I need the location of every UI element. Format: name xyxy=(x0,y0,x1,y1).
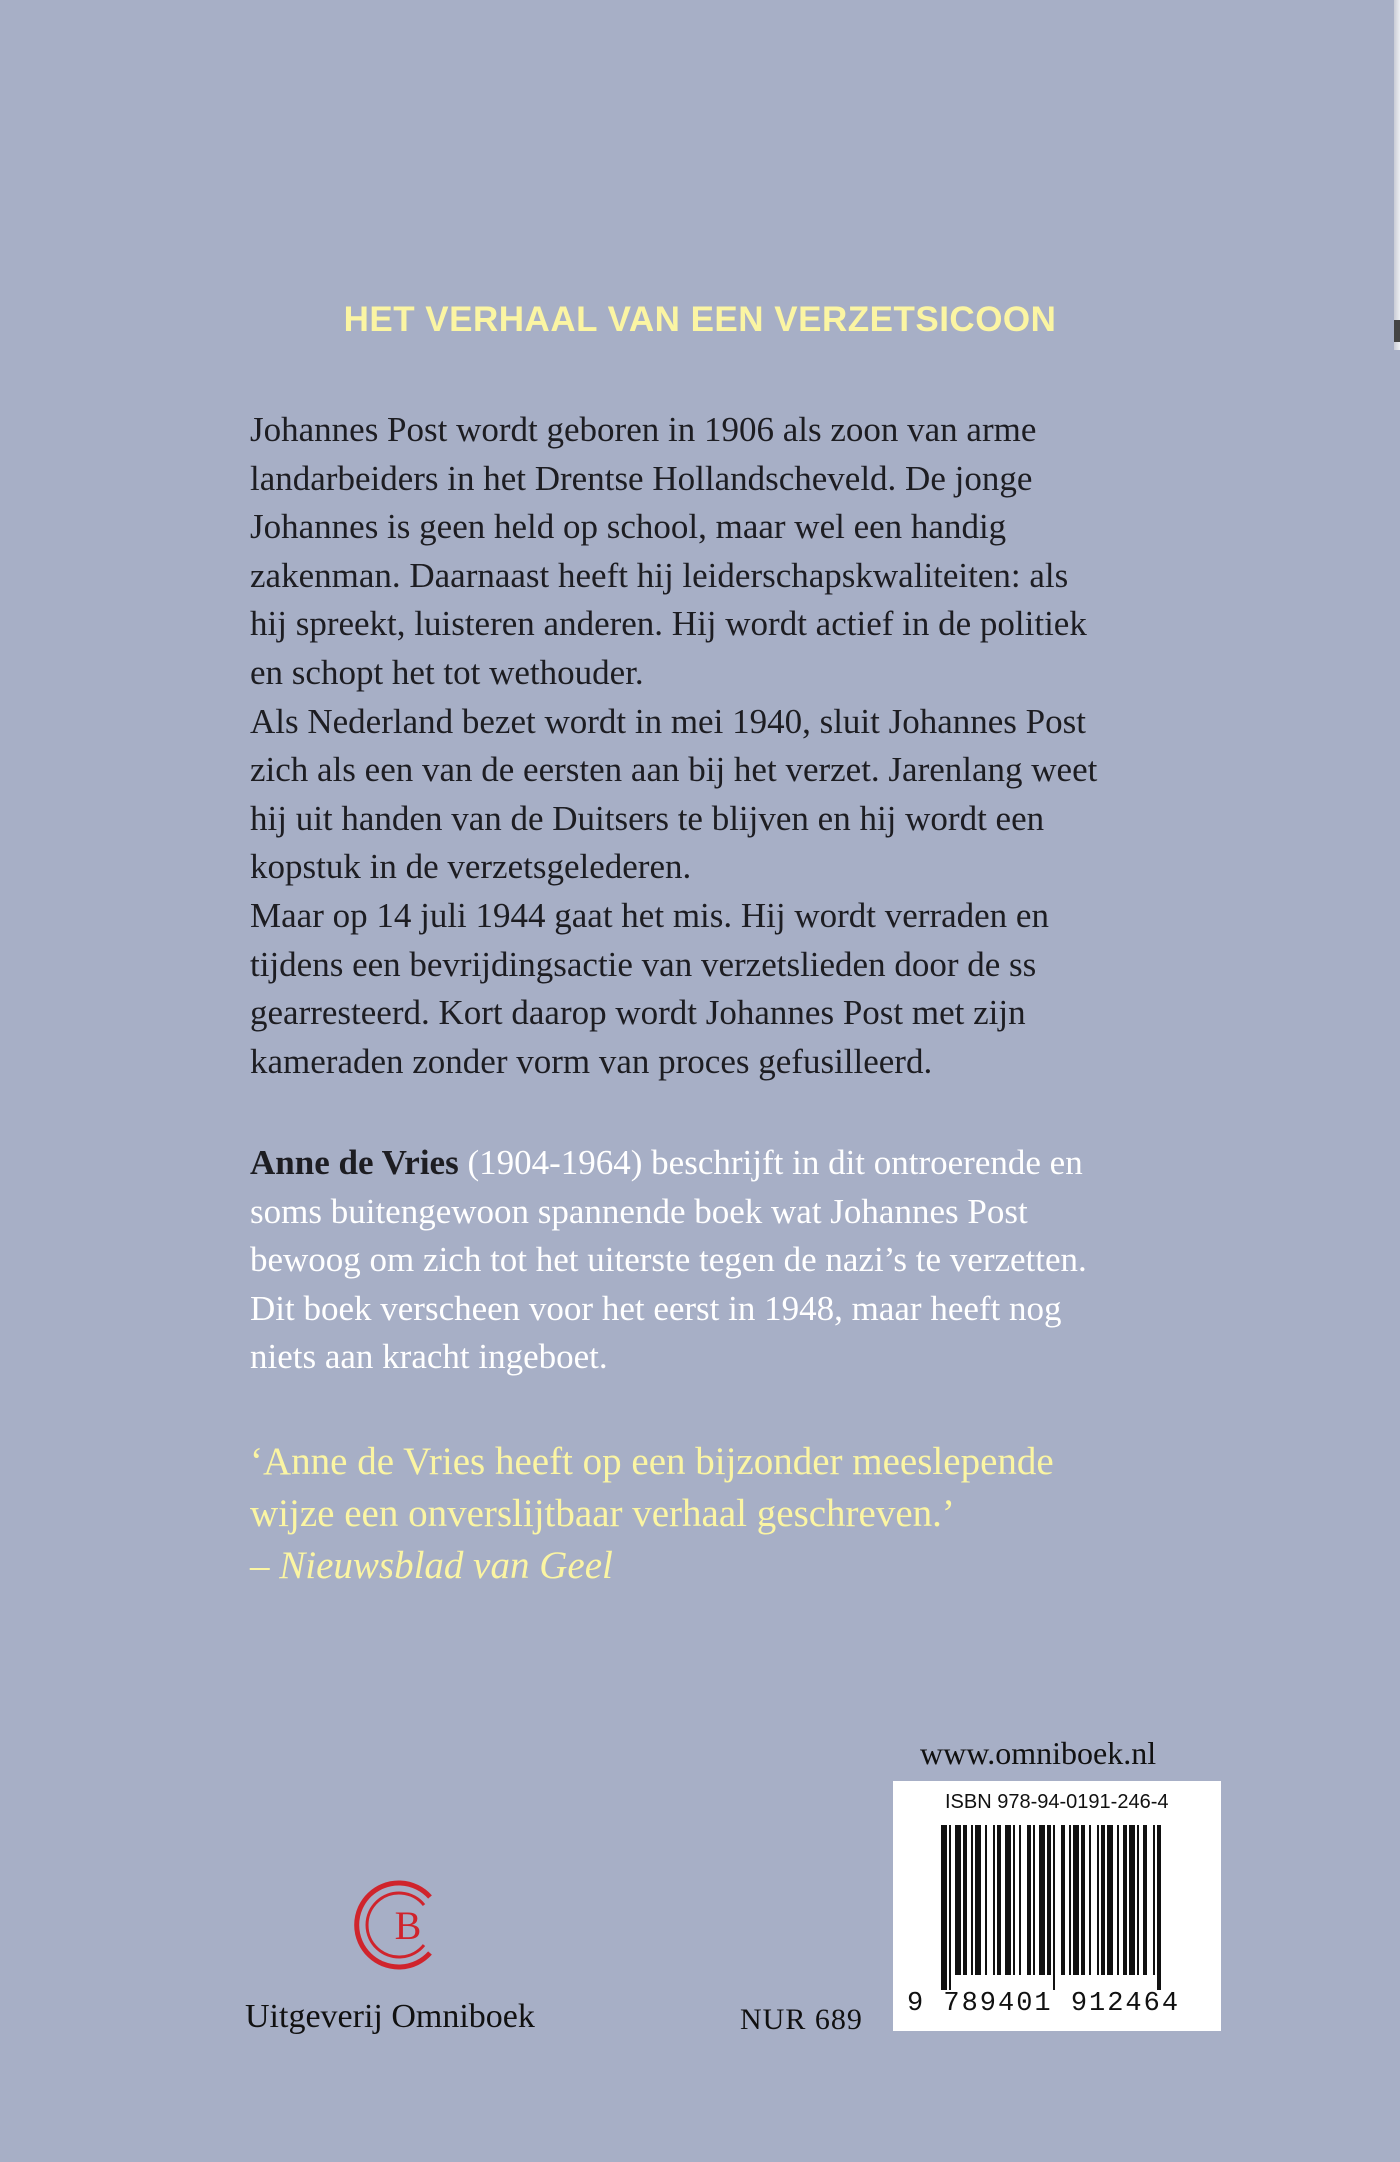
synopsis-line: gearresteerd. Kort daarop wordt Johannes Post met zijn xyxy=(250,993,1026,1033)
barcode-bar xyxy=(1107,1825,1113,1975)
barcode-bar xyxy=(993,1825,995,1975)
synopsis-line: en schopt het tot wethouder. xyxy=(250,652,644,692)
barcode-panel xyxy=(893,1781,1221,2031)
synopsis-line: Maar op 14 juli 1944 gaat het mis. Hij wordt verraden en xyxy=(250,895,1049,935)
barcode-bar xyxy=(1019,1825,1021,1975)
omniboek-logo-icon xyxy=(350,1875,450,1975)
barcode-bar xyxy=(1143,1825,1147,1975)
barcode-bar xyxy=(1157,1825,1161,1990)
synopsis-line: landarbeiders in het Drentse Hollandscheveld. De jonge xyxy=(250,458,1033,498)
barcode-bar xyxy=(1097,1825,1099,1975)
bio-line: niets aan kracht ingeboet. xyxy=(250,1337,608,1377)
synopsis-line: hij spreekt, luisteren anderen. Hij wordt actief in de politiek xyxy=(250,604,1087,644)
barcode-bar xyxy=(1081,1825,1085,1975)
synopsis-line: Johannes is geen held op school, maar wel een handig xyxy=(250,507,1007,547)
barcode-bar xyxy=(1061,1825,1065,1975)
quote-line: ‘Anne de Vries heeft op een bijzonder meeslepende xyxy=(250,1440,1054,1483)
bio-line: soms buitengewoon spannende boek wat Johannes Post xyxy=(250,1191,1028,1231)
nur-code: NUR 689 xyxy=(740,2003,863,2036)
quote-line: wijze een onverslijtbaar verhaal geschreven.’ xyxy=(250,1492,955,1535)
barcode-bar xyxy=(1013,1825,1015,1975)
barcode-bar xyxy=(1073,1825,1079,1975)
cover-heading: HET VERHAAL VAN EEN VERZETSICOON xyxy=(343,300,1057,339)
bio-first-line-text: (1904-1964) beschrijft in dit ontroerende en xyxy=(458,1143,1083,1182)
barcode-bar xyxy=(1129,1825,1135,1975)
barcode-bar xyxy=(963,1825,967,1975)
synopsis xyxy=(250,406,1230,1086)
barcode-bar xyxy=(1005,1825,1011,1975)
barcode-icon xyxy=(941,1825,1173,1990)
barcode-bar xyxy=(1039,1825,1045,1975)
synopsis-line: zakenman. Daarnaast heeft hij leiderschapskwaliteiten: als xyxy=(250,555,1069,595)
barcode-bar xyxy=(1027,1825,1031,1975)
barcode-bar xyxy=(1123,1825,1127,1975)
quote-source: Nieuwsblad van Geel xyxy=(279,1544,613,1587)
barcode-bar xyxy=(975,1825,981,1975)
synopsis-line: kameraden zonder vorm van proces gefusilleerd. xyxy=(250,1041,933,1081)
barcode-number: 9 789401 912464 xyxy=(907,1989,1181,2019)
quote-attribution xyxy=(250,1540,1250,1592)
barcode-bar xyxy=(1101,1825,1105,1975)
synopsis-line: kopstuk in de verzetsgelederen. xyxy=(250,847,692,887)
barcode-bar xyxy=(949,1825,951,1990)
barcode-bar xyxy=(985,1825,987,1975)
barcode-bar xyxy=(955,1825,961,1975)
review-quote xyxy=(250,1436,1250,1592)
publisher-website: www.omniboek.nl xyxy=(920,1735,1157,1771)
synopsis-line: tijdens een bevrijdingsactie van verzetslieden door de ss xyxy=(250,944,1037,984)
barcode-bar xyxy=(1117,1825,1119,1975)
bio-line xyxy=(250,1139,1230,1188)
author-bio xyxy=(250,1139,1230,1382)
barcode-bar xyxy=(1069,1825,1071,1975)
synopsis-line: hij uit handen van de Duitsers te blijven en hij wordt een xyxy=(250,798,1045,838)
synopsis-line: Als Nederland bezet wordt in mei 1940, sluit Johannes Post xyxy=(250,701,1086,741)
bio-line: Dit boek verscheen voor het eerst in 1948, maar heeft nog xyxy=(250,1288,1062,1328)
isbn-label: ISBN 978-94-0191-246-4 xyxy=(945,1791,1169,1813)
synopsis-line: Johannes Post wordt geboren in 1906 als zoon van arme xyxy=(250,410,1037,449)
barcode-bar xyxy=(1089,1825,1091,1975)
barcode-bar xyxy=(1047,1825,1051,1975)
barcode-bar xyxy=(1033,1825,1035,1975)
barcode-bar xyxy=(941,1825,947,1990)
barcode-bar xyxy=(997,1825,1001,1975)
quote-dash: – xyxy=(250,1544,280,1587)
barcode-bar xyxy=(1137,1825,1139,1975)
logo-letter: B xyxy=(394,1903,422,1948)
barcode-bar xyxy=(1153,1825,1155,1975)
author-name: Anne de Vries xyxy=(250,1143,459,1182)
bio-line: bewoog om zich tot het uiterste tegen de nazi’s te verzetten. xyxy=(250,1240,1087,1280)
barcode-bar xyxy=(1053,1825,1055,1990)
publisher-name: Uitgeverij Omniboek xyxy=(245,1998,535,2035)
barcode-bar xyxy=(971,1825,973,1975)
synopsis-line: zich als een van de eersten aan bij het verzet. Jarenlang weet xyxy=(250,750,1098,790)
spine-edge xyxy=(1394,0,1400,350)
